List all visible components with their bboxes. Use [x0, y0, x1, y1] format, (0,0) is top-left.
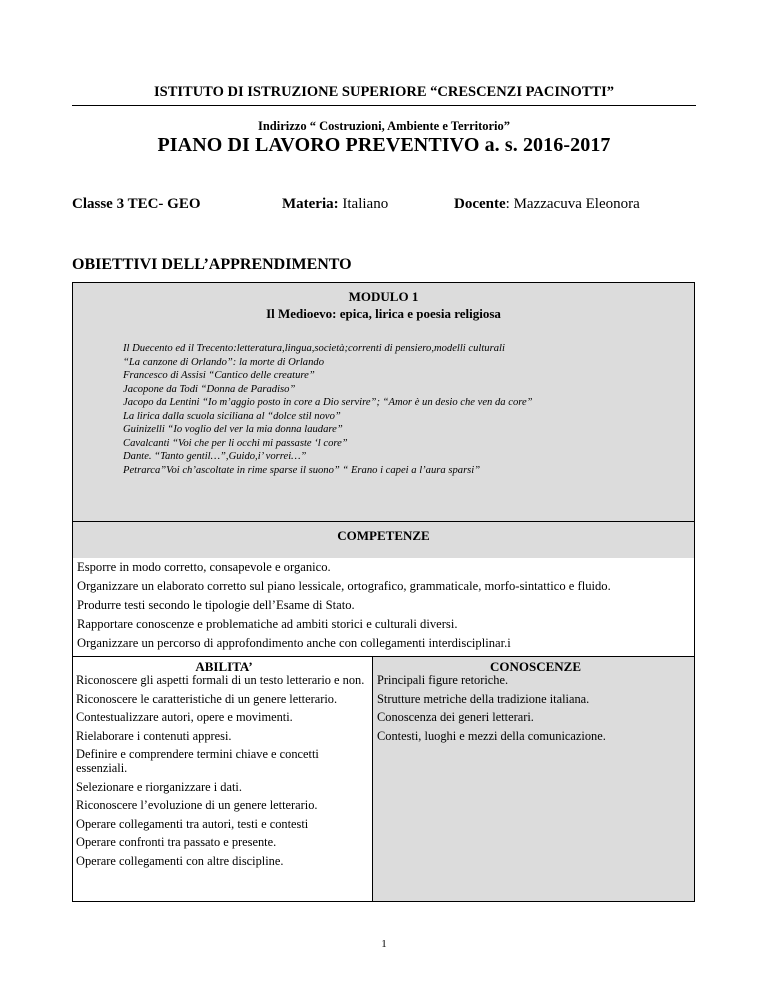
class-label: Classe	[72, 196, 113, 212]
abilita-conoscenze-table	[72, 656, 695, 902]
topic-item: Jacopo da Lentini “Io m’aggio posto in core a Dio servire”; “Amor è un desio che ven da core”	[123, 397, 533, 408]
competenza-item: Rapportare conoscenze e problematiche ad ambiti storici e culturali diversi.	[77, 617, 458, 631]
abilita-item: Riconoscere le caratteristiche di un genere letterario.	[76, 691, 338, 706]
topic-item: Jacopone da Todi “Donna de Paradiso”	[123, 383, 296, 395]
topic-item: Francesco di Assisi “Cantico delle creature”	[123, 370, 315, 381]
abilita-item: Operare collegamenti con altre discipline.	[76, 853, 284, 868]
module-title: Il Medioevo: epica, lirica e poesia religiosa	[266, 306, 501, 321]
conoscenza-item: Contesti, luoghi e mezzi della comunicazione.	[377, 728, 606, 743]
topic-item: La lirica dalla scuola siciliana al “dolce stil novo”	[123, 410, 341, 422]
subject-value: Italiano	[342, 196, 389, 212]
conoscenze-list	[377, 674, 694, 743]
competenza-item: Produrre testi secondo le tipologie dell’Esame di Stato.	[77, 598, 355, 612]
course-address: Indirizzo “ Costruzioni, Ambiente e Territorio”	[257, 119, 511, 133]
plan-title: PIANO DI LAVORO PREVENTIVO a. s. 2016-2017	[157, 134, 611, 156]
abilita-list	[76, 674, 372, 869]
competenza-item: Organizzare un percorso di approfondimento anche con collegamenti interdisciplinar.i	[77, 636, 511, 650]
page-number: 1	[381, 938, 387, 950]
section-title: OBIETTIVI DELL’APPRENDIMENTO	[72, 256, 352, 273]
competenze-box	[72, 521, 695, 657]
abilita-column	[73, 657, 373, 901]
abilita-item: Selezionare e riorganizzare i dati.	[76, 779, 242, 794]
school-name: ISTITUTO DI ISTRUZIONE SUPERIORE “CRESCENZI PACINOTTI”	[72, 84, 696, 106]
topic-item: Petrarca”Voi ch’ascoltate in rime sparse il suono” “ Erano i capei a l’aura sparsi”	[123, 464, 481, 476]
abilita-item: Riconoscere l’evoluzione di un genere letterario.	[76, 798, 318, 813]
abilita-title: ABILITA’	[195, 659, 253, 674]
subject-label: Materia:	[282, 196, 339, 212]
competenza-item: Esporre in modo corretto, consapevole e organico.	[77, 560, 331, 574]
conoscenza-item: Strutture metriche della tradizione italiana.	[377, 691, 590, 706]
competenze-title: COMPETENZE	[73, 522, 694, 558]
abilita-item: Operare collegamenti tra autori, testi e contesti	[76, 816, 309, 831]
abilita-item: Operare confronti tra passato e presente.	[76, 835, 277, 850]
conoscenza-item: Conoscenza dei generi letterari.	[377, 710, 534, 725]
module-topics-list	[123, 342, 694, 477]
topic-item: Cavalcanti “Voi che per li occhi mi passaste ‘l core”	[123, 437, 348, 449]
topic-item: Guinizelli “Io voglio del ver la mia donna laudare”	[123, 424, 343, 435]
subject-info	[282, 196, 388, 213]
competenze-list	[73, 558, 694, 653]
abilita-item: Riconoscere gli aspetti formali di un testo letterario e non.	[76, 673, 365, 687]
abilita-item: Rielaborare i contenuti appresi.	[76, 728, 232, 743]
conoscenza-item: Principali figure retoriche.	[377, 673, 509, 687]
module-box	[72, 282, 695, 522]
topic-item: “La canzone di Orlando”: la morte di Orlando	[123, 356, 324, 368]
module-number: MODULO 1	[348, 289, 419, 304]
teacher-value: : Mazzacuva Eleonora	[505, 196, 640, 212]
conoscenze-column	[373, 657, 694, 901]
class-value: 3 TEC- GEO	[116, 196, 201, 212]
topic-item: Dante. “Tanto gentil…”,Guido,i’ vorrei…”	[123, 451, 307, 462]
abilita-item: Definire e comprendere termini chiave e concetti essenziali.	[76, 747, 319, 775]
competenza-item: Organizzare un elaborato corretto sul piano lessicale, ortografico, grammaticale, morfo-sintattico e fluido.	[77, 579, 611, 593]
abilita-item: Contestualizzare autori, opere e movimenti.	[76, 710, 293, 725]
class-info	[72, 196, 201, 213]
teacher-info	[454, 196, 640, 213]
teacher-label: Docente	[454, 196, 506, 212]
topic-item: Il Duecento ed il Trecento:letteratura,lingua,società;correnti di pensiero,modelli culturali	[123, 343, 505, 354]
conoscenze-title: CONOSCENZE	[489, 659, 582, 674]
